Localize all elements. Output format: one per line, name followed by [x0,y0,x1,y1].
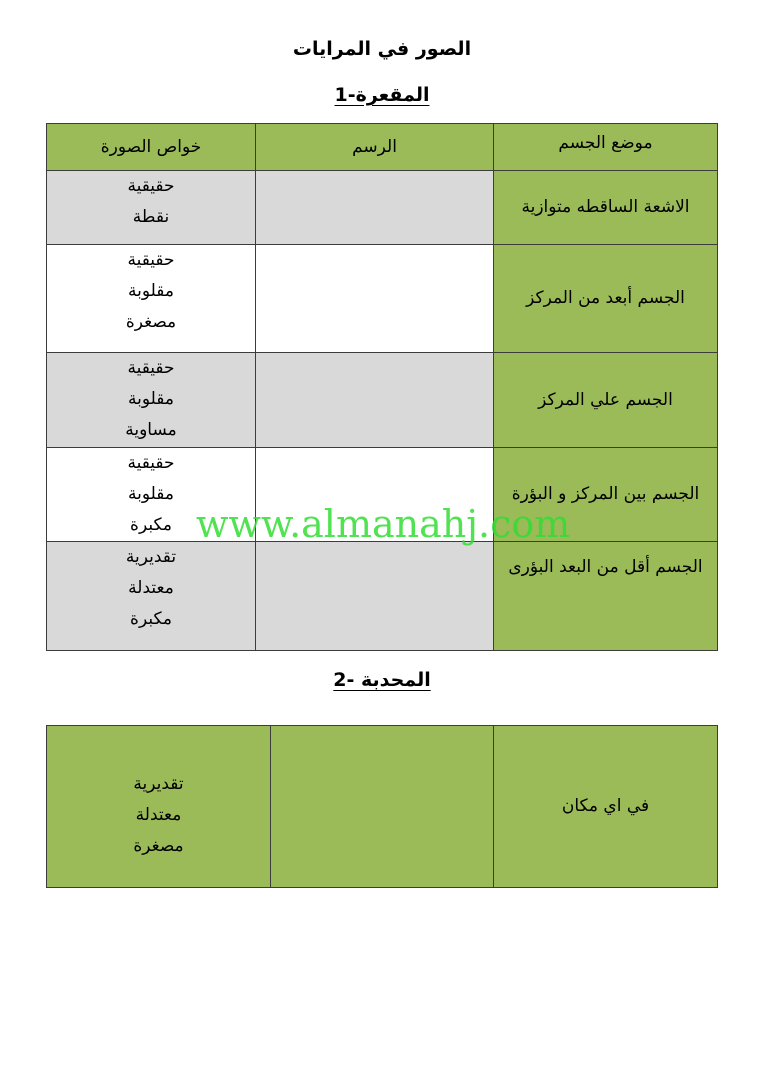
concave-mirror-table [46,123,718,651]
property-line: حقيقية [127,250,175,270]
drawing-cell [256,245,494,353]
page-title: الصور في المرايات [292,38,472,60]
table-header-row [47,124,718,171]
table-row [47,448,718,542]
position-cell: الجسم علي المركز [494,353,718,448]
table-row [47,542,718,651]
properties-cell [47,448,256,542]
position-cell: الجسم أقل من البعد البؤرى [494,542,718,651]
concave-heading: 1-المقعرة [334,84,430,106]
drawing-cell [256,542,494,651]
table-row [47,726,718,888]
property-line: حقيقية [127,176,175,196]
properties-cell [47,542,256,651]
property-line: حقيقية [127,358,175,378]
position-cell: في اي مكان [494,726,718,888]
property-line: مصغرة [133,836,184,856]
property-line: مقلوبة [128,389,174,409]
property-line: مقلوبة [128,281,174,301]
position-cell: الجسم أبعد من المركز [494,245,718,353]
position-cell: الاشعة الساقطه متوازية [494,171,718,245]
convex-heading: 2- المحدبة [333,669,431,691]
drawing-cell [256,353,494,448]
property-line: تقديرية [125,547,177,567]
property-line: حقيقية [127,453,175,473]
property-line: مقلوبة [128,484,174,504]
table-row [47,245,718,353]
property-line: مصغرة [125,312,177,332]
property-line: مكبرة [130,515,172,535]
drawing-cell [271,726,494,888]
drawing-cell [256,448,494,542]
property-line: تقديرية [133,774,184,794]
position-cell: الجسم بين المركز و البؤرة [494,448,718,542]
properties-cell [47,353,256,448]
property-line: معتدلة [128,578,174,598]
property-line: مساوية [125,420,177,440]
watermark-text: www.almanahj.com [196,502,571,546]
properties-cell [47,726,271,888]
header-position: موضع الجسم [494,124,718,171]
table-row [47,171,718,245]
properties-cell [47,171,256,245]
property-line: نقطة [132,207,170,227]
property-line: معتدلة [135,805,182,825]
properties-cell [47,245,256,353]
table-row [47,353,718,448]
drawing-cell [256,171,494,245]
header-drawing: الرسم [256,124,494,171]
convex-mirror-table [46,725,718,888]
header-properties: خواص الصورة [47,124,256,171]
property-line: مكبرة [130,609,172,629]
